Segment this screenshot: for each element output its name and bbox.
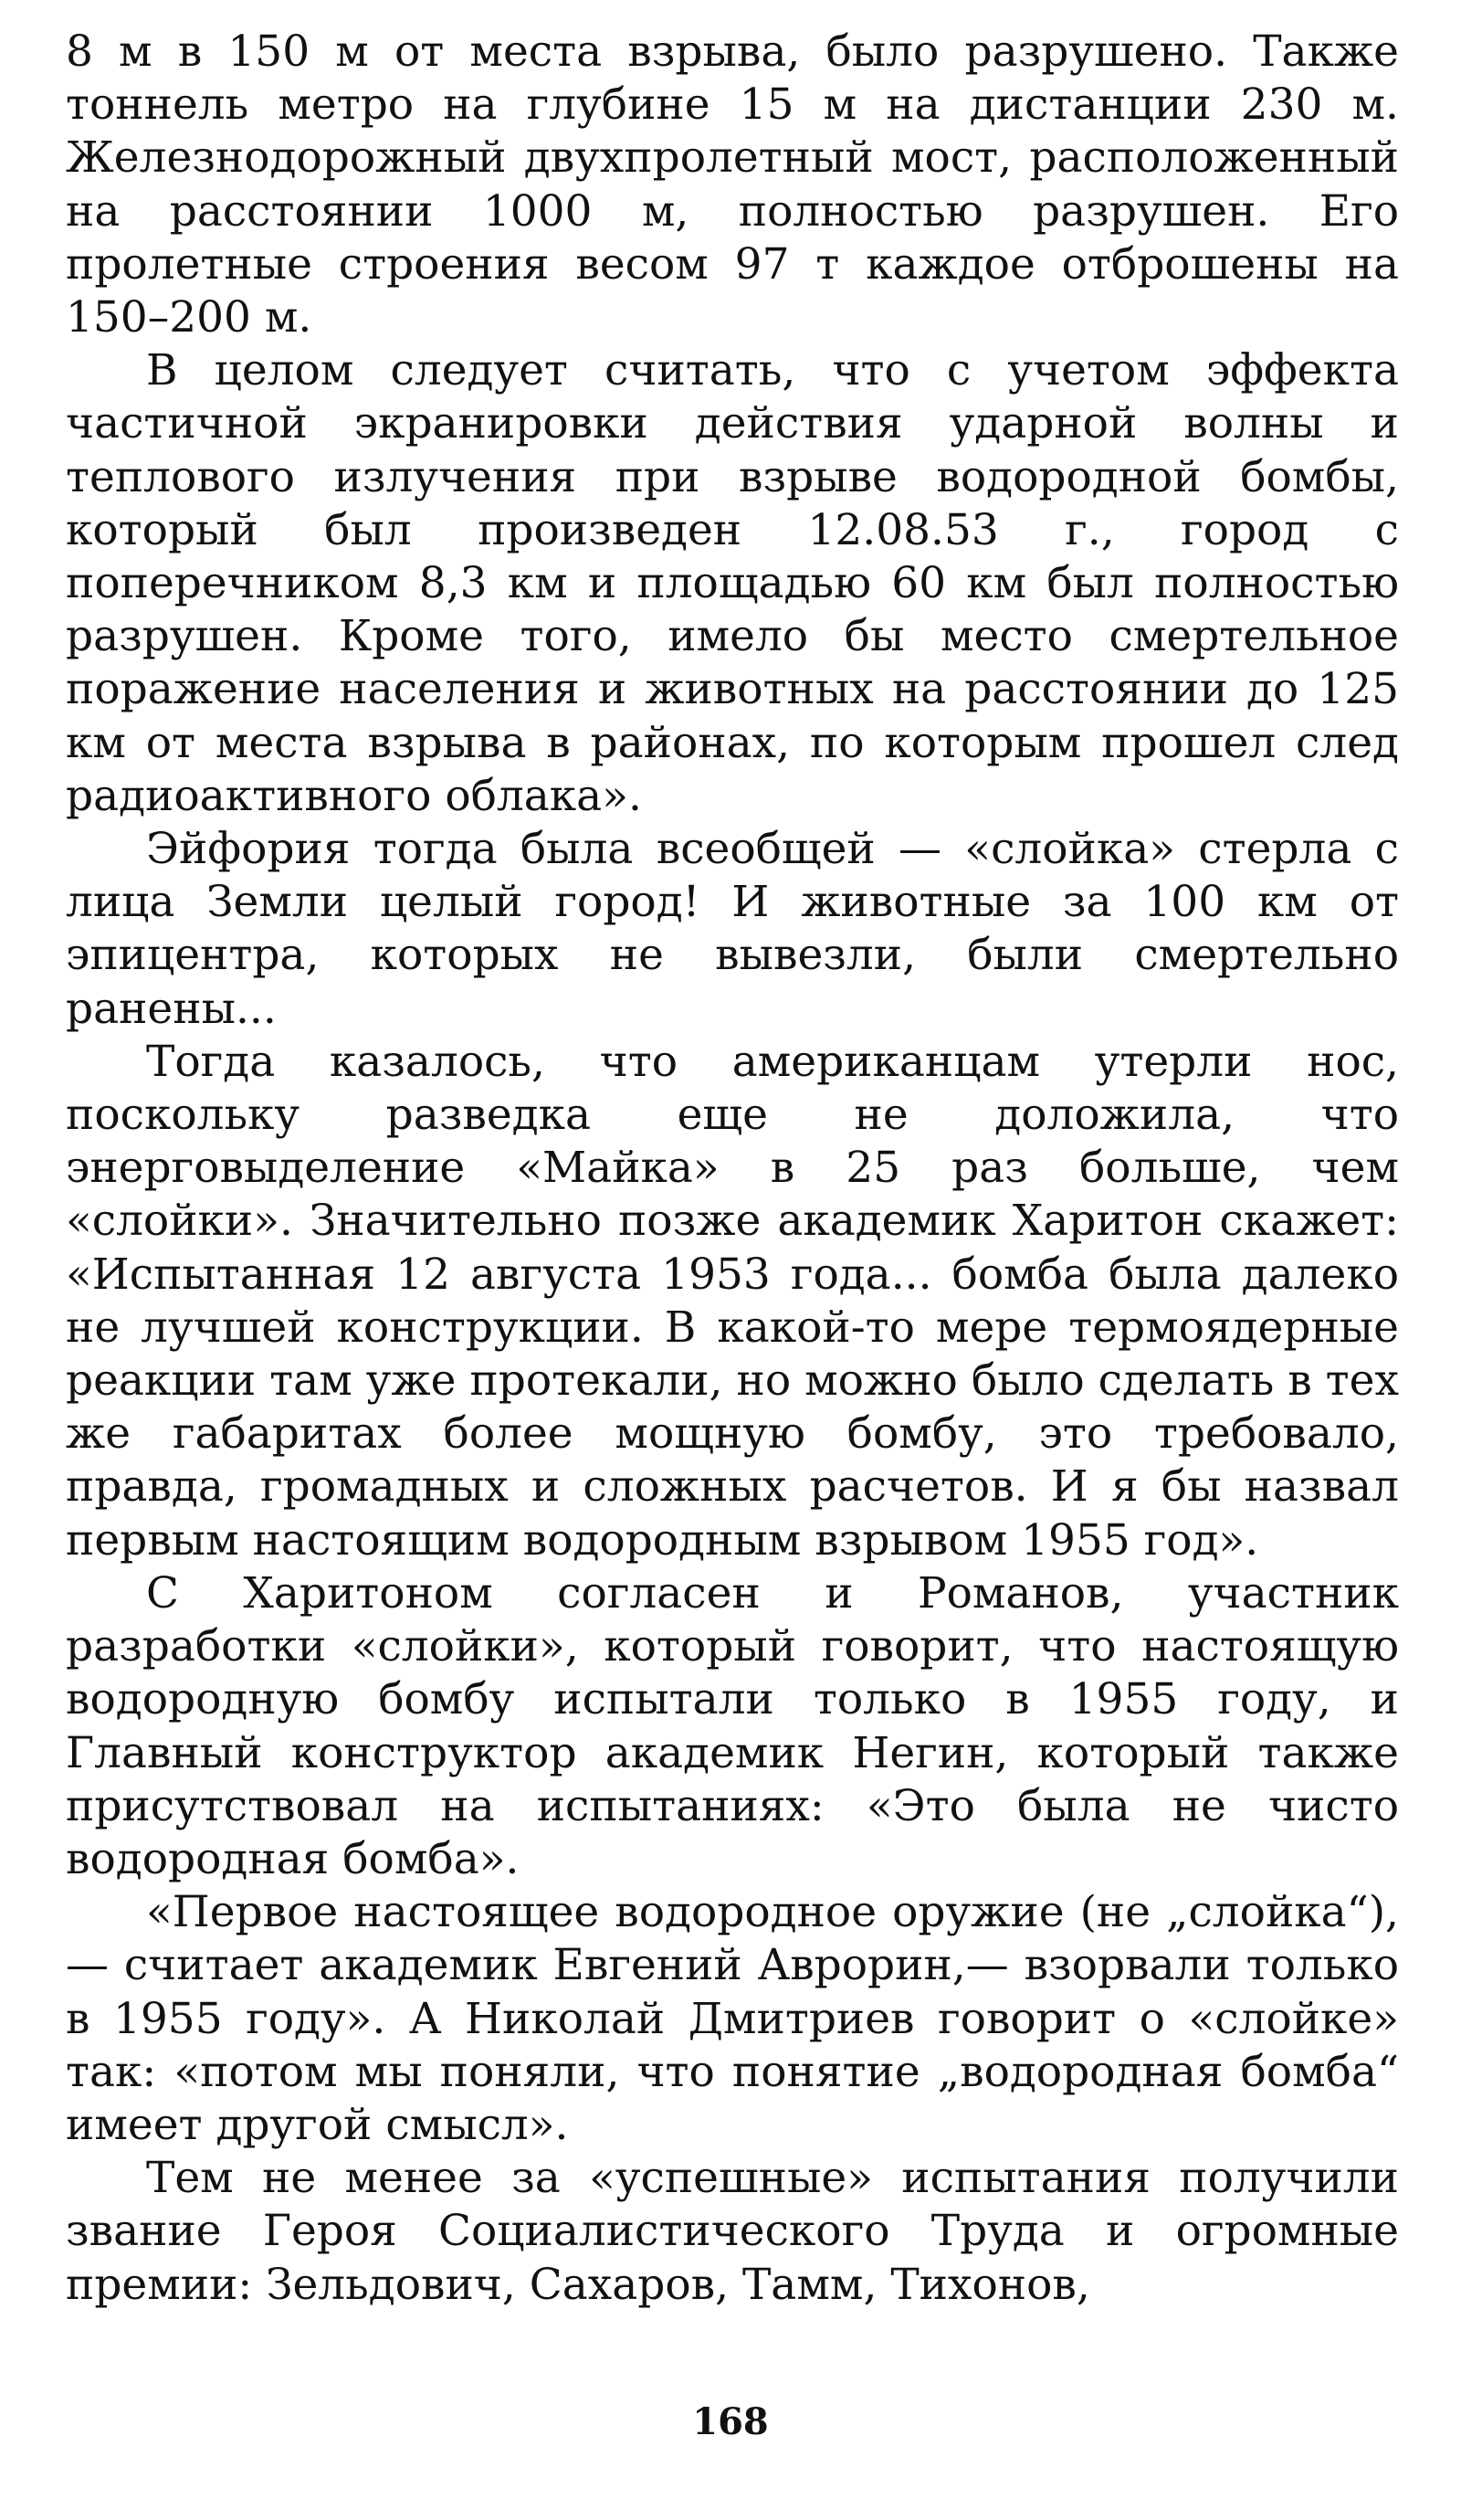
paragraph-6: «Первое настоящее водородное оружие (не „слойка“),— считает академик Евгений Аврорин,— взорвали только в 1955 году». А Николай Дмитриев говорит о «слойке» так: «потом мы поняли, что понятие „водородная бомба“ имеет другой смысл».	[66, 1887, 1399, 2150]
paragraph-3: Эйфория тогда была всеобщей — «слойка» стерла с лица Земли целый город! И животные за 100 км от эпицентра, которых не вывезли, были смертельно ранены...	[66, 824, 1399, 1034]
paragraph-1: 8 м в 150 м от места взрыва, было разрушено. Также тоннель метро на глубине 15 м на дистанции 230 м. Железнодорожный двухпролетный мост, расположенный на расстоянии 1000 м, полностью разрушен. Его пролетные строения весом 97 т каждое отброшены на 150–200 м.	[66, 26, 1399, 343]
paragraph-2: В целом следует считать, что с учетом эффекта частичной экранировки действия ударной волны и теплового излучения при взрыве водородной бомбы, который был произведен 12.08.53 г., город с поперечником 8,3 км и площадью 60 км был полностью разрушен. Кроме того, имело бы место смертельное поражение населения и животных на расстоянии до 125 км от места взрыва в районах, по которым прошел след радиоактивного облака».	[66, 345, 1399, 821]
paragraph-4: Тогда казалось, что американцам утерли нос, поскольку разведка еще не доложила, что энерговыделение «Майка» в 25 раз больше, чем «слойки». Значительно позже академик Харитон скажет: «Испытанная 12 августа 1953 года... бомба была далеко не лучшей конструкции. В какой-то мере термоядерные реакции там уже протекали, но можно было сделать в тех же габаритах более мощную бомбу, это требовало, правда, громадных и сложных расчетов. И я бы назвал первым настоящим водородным взрывом 1955 год».	[66, 1036, 1399, 1566]
page-body	[66, 26, 1399, 2312]
paragraph-7: Тем не менее за «успешные» испытания получили звание Героя Социалистического Труда и огромные премии: Зельдович, Сахаров, Тамм, Тихонов,	[66, 2153, 1399, 2310]
paragraph-5: С Харитоном согласен и Романов, участник разработки «слойки», который говорит, что настоящую водородную бомбу испытали только в 1955 году, и Главный конструктор академик Негин, который также присутствовал на испытаниях: «Это была не чисто водородная бомба».	[66, 1567, 1399, 1884]
page-number: 168	[692, 2400, 769, 2443]
